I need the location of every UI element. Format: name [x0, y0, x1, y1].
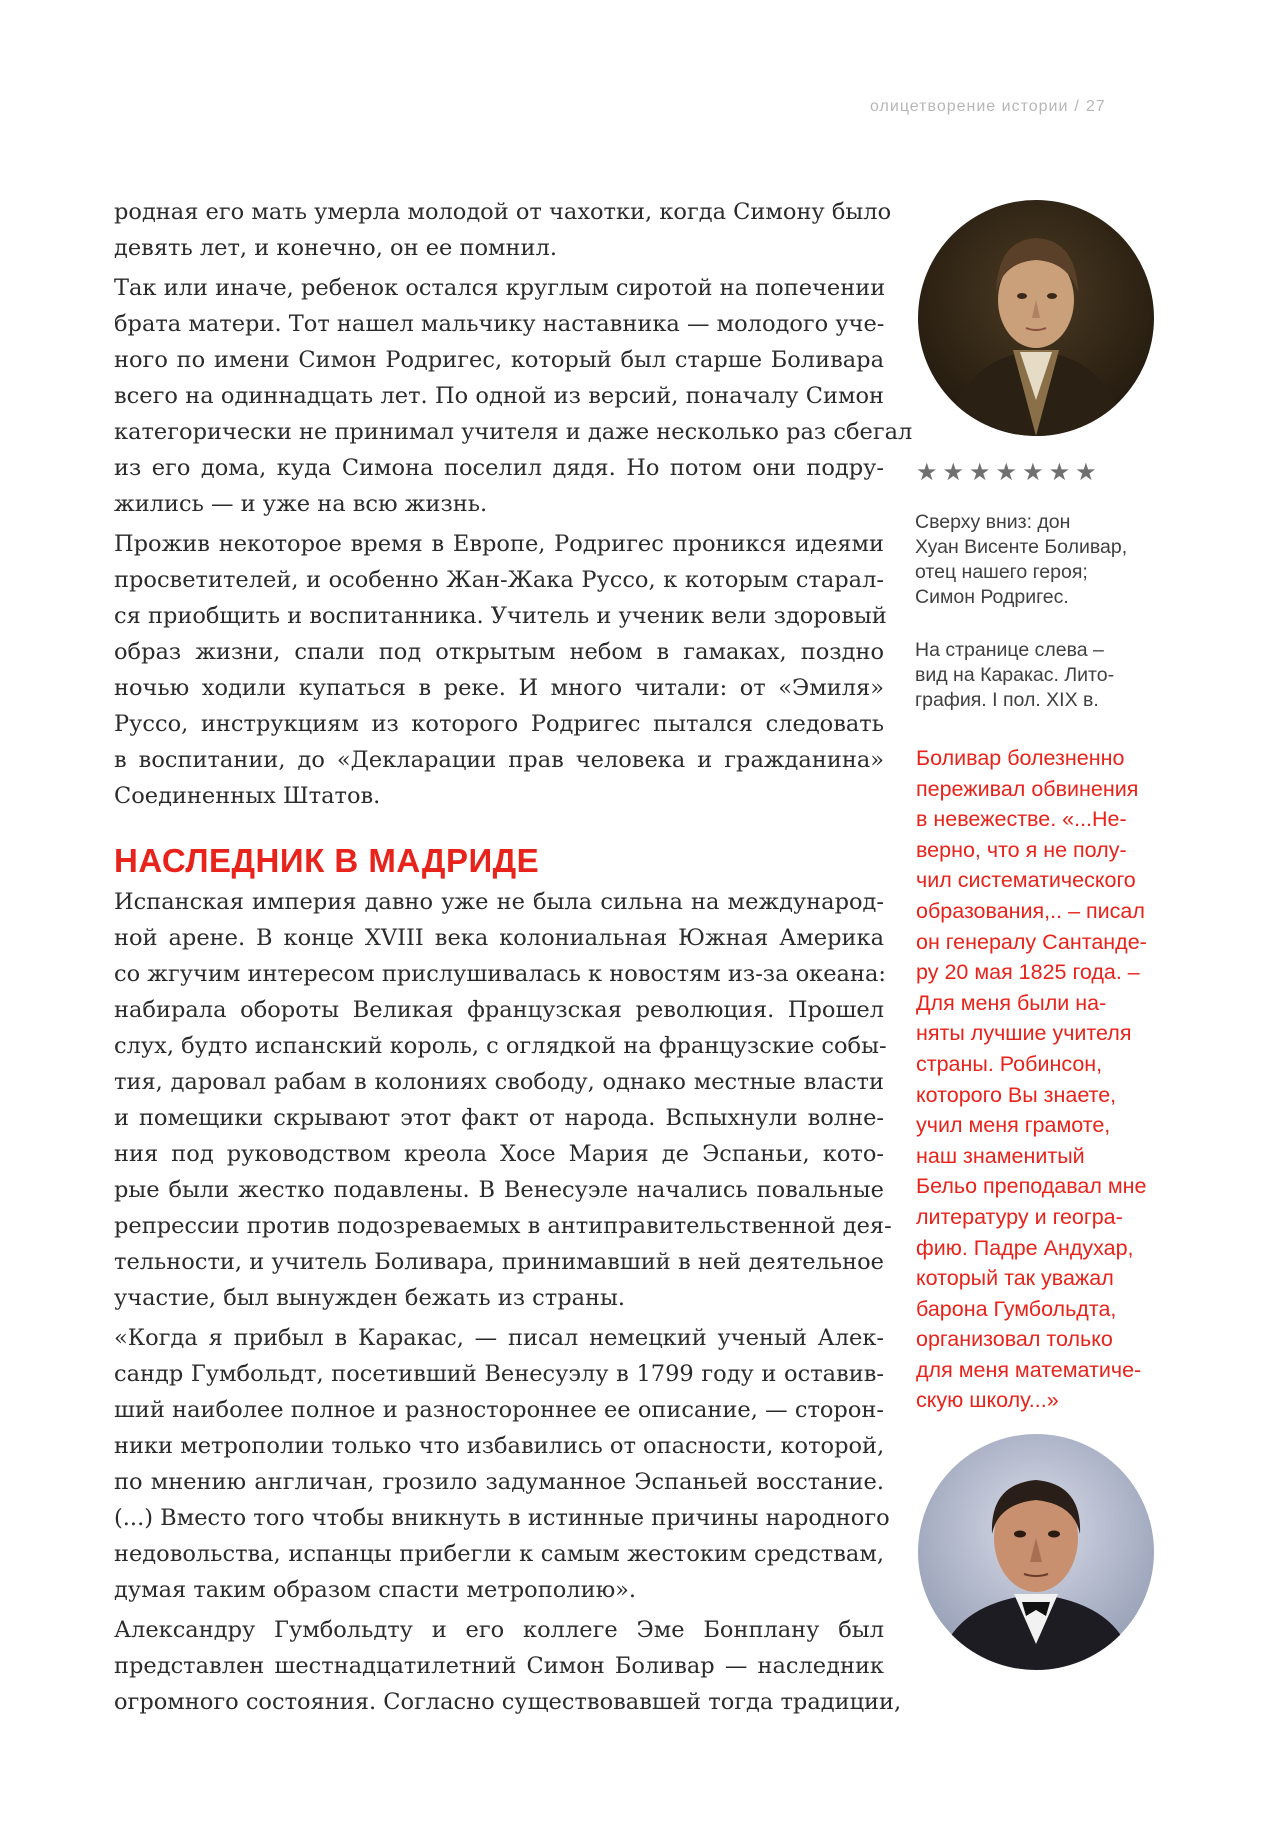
text-line: ного по имени Симон Родригес, который был старше Боливара [114, 347, 884, 373]
text-line: ники метрополии только что избавились от опасности, которой, [114, 1433, 885, 1459]
body-paragraph [114, 194, 892, 266]
text-line: наш знаменитый [916, 1143, 1085, 1168]
body-paragraph [114, 526, 887, 814]
running-header [870, 98, 1170, 116]
text-line: по мнению англичан, грозило задуманное Эспаньей восстание. [114, 1469, 884, 1495]
text-line: думая таким образом спасти метрополию». [114, 1577, 637, 1603]
star-divider: ★★★★★★★ [916, 458, 1102, 486]
body-paragraph [114, 884, 892, 1316]
portrait-2-image [918, 1434, 1154, 1670]
text-line: Соединенных Штатов. [114, 783, 381, 809]
text-line: тия, даровал рабам в колониях свободу, однако местные власти [114, 1069, 884, 1095]
text-line: ру 20 мая 1825 года. – [916, 960, 1140, 985]
text-line: жились — и уже на всю жизнь. [114, 491, 488, 517]
text-line: барона Гумбольдта, [916, 1296, 1117, 1321]
caption-caracas [915, 638, 1185, 713]
text-line: брата матери. Тот нашел мальчику наставника — молодого уче- [114, 311, 885, 337]
text-line: недовольства, испанцы прибегли к самым жестоким средствам, [114, 1541, 884, 1567]
portrait-simon-rodriguez [918, 1434, 1154, 1670]
section-heading: НАСЛЕДНИК В МАДРИДЕ [114, 842, 540, 879]
caption-portraits [915, 510, 1185, 610]
page-number: 27 [1085, 98, 1106, 115]
portrait-1-image [918, 200, 1154, 436]
text-line: верно, что я не полу- [916, 837, 1127, 862]
text-line: няты лучшие учителя [916, 1021, 1132, 1046]
text-line: Бельо преподавал мне [916, 1174, 1147, 1199]
portrait-juan-vicente-bolivar [918, 200, 1154, 436]
text-line: скую школу...» [916, 1388, 1059, 1413]
text-line: со жгучим интересом прислушивалась к новостям из-за океана: [114, 961, 886, 987]
body-paragraph [114, 1612, 902, 1720]
text-line: Александру Гумбольдту и его коллеге Эме Бонплану был [114, 1617, 884, 1643]
text-line: ночью ходили купаться в реке. И много читали: от «Эмиля» [114, 675, 884, 701]
text-line: набирала обороты Великая французская революция. Прошел [114, 997, 884, 1023]
text-line: литературу и геогра- [916, 1204, 1123, 1229]
text-line: чил систематического [916, 868, 1136, 893]
text-line: организовал только [916, 1327, 1113, 1352]
text-line: тельности, и учитель Боливара, принимавший в ней деятельное [114, 1249, 884, 1275]
text-line: который так уважал [916, 1266, 1114, 1291]
body-text-top [114, 194, 913, 814]
text-line: которого Вы знаете, [916, 1082, 1117, 1107]
text-line: слух, будто испанский король, с оглядкой на французские собы- [114, 1033, 887, 1059]
text-line: вид на Каракас. Лито- [915, 664, 1115, 686]
text-line: Испанская империя давно уже не была сильна на международ- [114, 889, 884, 915]
text-line: Сверху вниз: дон [915, 511, 1071, 533]
body-text-bottom [114, 884, 902, 1720]
text-line: из его дома, куда Симона поселил дядя. Но потом они подру- [114, 455, 884, 481]
body-paragraph [114, 1320, 890, 1608]
text-line: родная его мать умерла молодой от чахотки, когда Симону было [114, 199, 892, 225]
text-line: учил меня грамоте, [916, 1113, 1111, 1138]
text-line: ший наиболее полное и разностороннее ее описание, — сторон- [114, 1397, 884, 1423]
text-line: просветителей, и особенно Жан-Жака Руссо, к которым старал- [114, 567, 884, 593]
text-line: страны. Робинсон, [916, 1051, 1103, 1076]
text-line: сандр Гумбольдт, посетивший Венесуэлу в 1799 году и оставив- [114, 1361, 884, 1387]
text-line: Прожив некоторое время в Европе, Родригес проникся идеями [114, 531, 884, 557]
text-line: «Когда я прибыл в Каракас, — писал немецкий ученый Алек- [114, 1325, 884, 1351]
text-line: ся приобщить и воспитанника. Учитель и ученик вели здоровый [114, 603, 887, 629]
text-line: Руссо, инструкциям из которого Родригес пытался следовать [114, 711, 884, 737]
text-line: ния под руководством креола Хосе Мария де Эспаньи, кото- [114, 1141, 884, 1167]
text-line: На странице слева – [915, 639, 1104, 661]
text-line: он генералу Сантанде- [916, 929, 1147, 954]
text-line: Симон Родригес. [915, 586, 1069, 608]
text-line: в воспитании, до «Декларации прав человека и гражданина» [114, 747, 884, 773]
text-line: образ жизни, спали под открытым небом в гамаках, поздно [114, 639, 884, 665]
header-separator: / [1074, 98, 1080, 115]
text-line: Хуан Висенте Боливар, [915, 536, 1128, 558]
text-line: всего на одиннадцать лет. По одной из версий, поначалу Симон [114, 383, 884, 409]
text-line: фию. Падре Андухар, [916, 1235, 1134, 1260]
text-line: переживал обвинения [916, 776, 1139, 801]
text-line: отец нашего героя; [915, 561, 1088, 583]
text-line: ной арене. В конце XVIII века колониальная Южная Америка [114, 925, 884, 951]
text-line: графия. I пол. XIX в. [915, 689, 1099, 711]
text-line: и помещики скрывают этот факт от народа. Вспыхнули волне- [114, 1105, 884, 1131]
text-line: Так или иначе, ребенок остался круглым сиротой на попечении [114, 275, 886, 301]
sidebar-quote [916, 743, 1196, 1416]
text-line: огромного состояния. Согласно существовавшей тогда традиции, [114, 1689, 902, 1715]
main-column [114, 194, 913, 1724]
text-line: репрессии против подозреваемых в антиправительственной дея- [114, 1213, 892, 1239]
text-line: Боливар болезненно [916, 746, 1125, 770]
text-line: участие, был вынужден бежать из страны. [114, 1285, 626, 1311]
text-line: для меня математиче- [916, 1357, 1142, 1382]
body-paragraph [114, 270, 913, 522]
text-line: образования,.. – писал [916, 898, 1145, 923]
text-line: (...) Вместо того чтобы вникнуть в истинные причины народного [114, 1505, 890, 1531]
text-line: девять лет, и конечно, он ее помнил. [114, 235, 557, 261]
text-line: категорически не принимал учителя и даже несколько раз сбегал [114, 419, 913, 445]
section-title: олицетворение истории [870, 98, 1069, 115]
text-line: представлен шестнадцатилетний Симон Боливар — наследник [114, 1653, 884, 1679]
text-line: Для меня были на- [916, 990, 1107, 1015]
text-line: рые были жестко подавлены. В Венесуэле начались повальные [114, 1177, 884, 1203]
text-line: в невежестве. «...Не- [916, 807, 1127, 832]
